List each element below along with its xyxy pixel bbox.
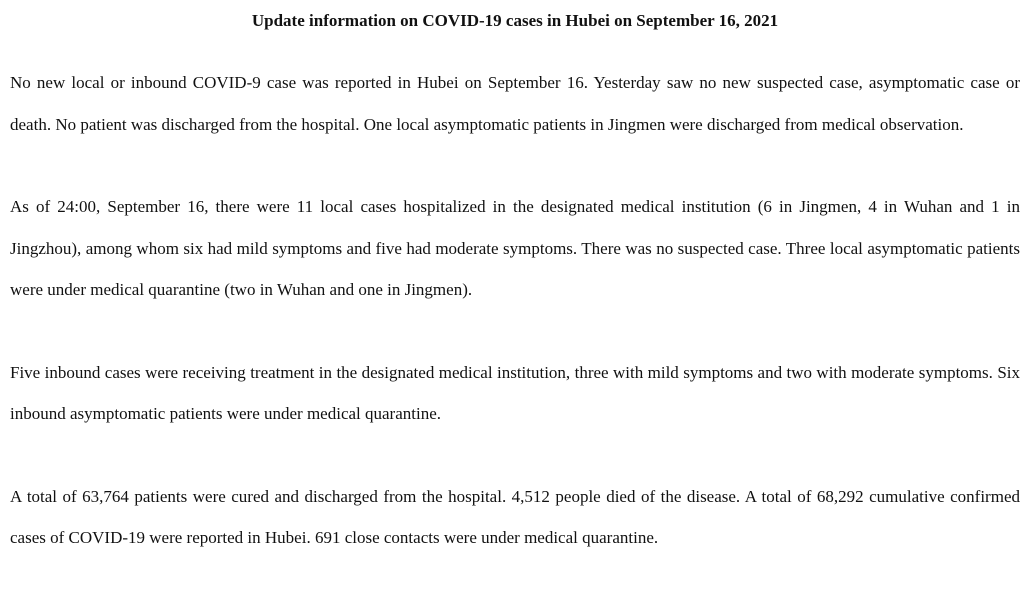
document-title: Update information on COVID-19 cases in Hubei on September 16, 2021 (251, 11, 779, 30)
paragraph-inbound-cases: Five inbound cases were receiving treatment in the designated medical institution, three with mild symptoms and two with moderate symptoms. Six inbound asymptomatic patients were under medical quarantine. (10, 362, 1020, 423)
paragraph-local-hospitalized: As of 24:00, September 16, there were 11 local cases hospitalized in the designated medical institution (6 in Jingmen, 4 in Wuhan and 1 in Jingzhou), among whom six had mild symptoms and five had moderate symptoms. There was no suspected case. Three local asymptomatic patients were under medical quarantine (two in Wuhan and one in Jingmen). (10, 197, 1020, 299)
paragraph-cumulative-totals: A total of 63,764 patients were cured and discharged from the hospital. 4,512 people died of the disease. A total of 68,292 cumulative confirmed cases of COVID-19 were reported in Hubei. 691 close contacts were under medical quarantine. (10, 486, 1020, 547)
paragraph-new-cases: No new local or inbound COVID-9 case was reported in Hubei on September 16. Yesterday saw no new suspected case, asymptomatic case or death. No patient was discharged from the hospital. One local asymptomatic patients in Jingmen were discharged from medical observation. (10, 73, 1020, 134)
